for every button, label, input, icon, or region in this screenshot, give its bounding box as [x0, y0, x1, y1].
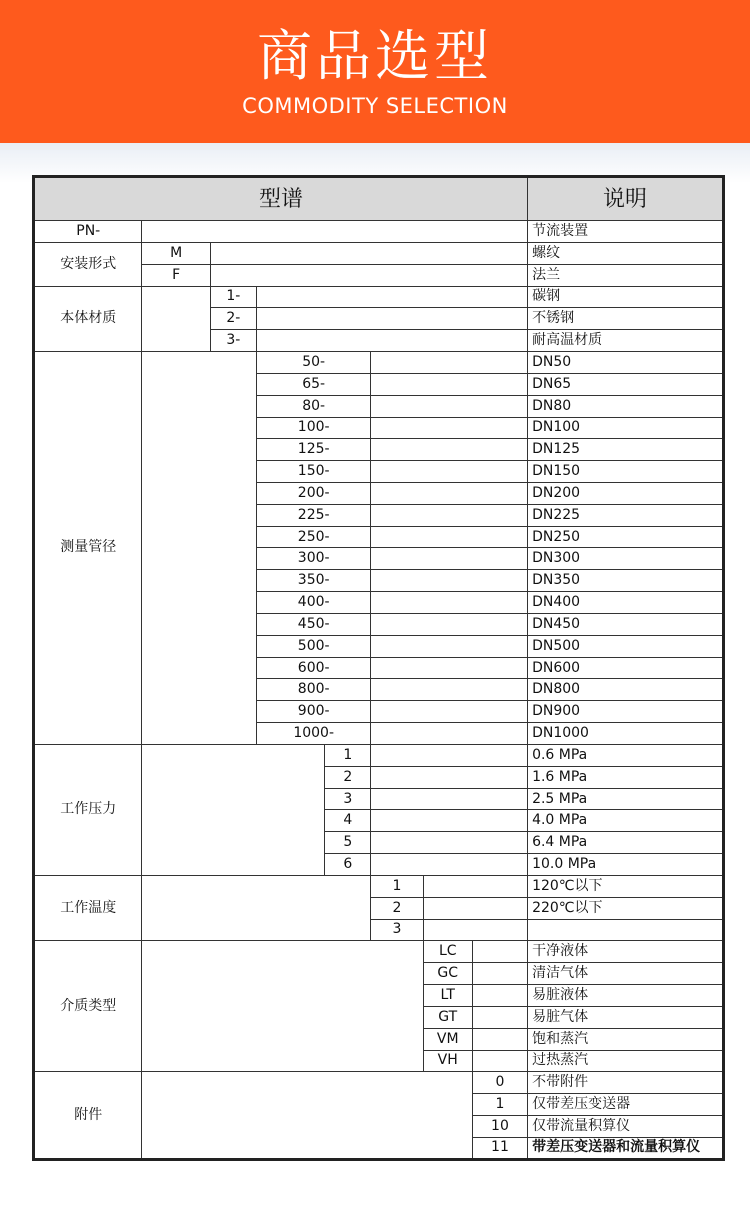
code-cell: 300- [256, 548, 370, 570]
table-row [34, 941, 724, 963]
page-subtitle: COMMODITY SELECTION [242, 94, 508, 118]
blank-cell [371, 788, 528, 810]
desc-cell: DN150 [528, 461, 724, 483]
desc-cell: DN350 [528, 570, 724, 592]
desc-cell: DN900 [528, 701, 724, 723]
code-cell: 200- [256, 483, 370, 505]
code-cell: 80- [256, 395, 370, 417]
blank-cell [371, 744, 528, 766]
desc-cell: 10.0 MPa [528, 854, 724, 876]
desc-cell: 仅带差压变送器 [528, 1094, 724, 1116]
blank-cell [371, 613, 528, 635]
desc-cell: 耐高温材质 [528, 330, 724, 352]
group-label-temperature: 工作温度 [34, 875, 142, 940]
code-cell: 1 [371, 875, 423, 897]
blank-cell [371, 526, 528, 548]
desc-cell: DN200 [528, 483, 724, 505]
blank-cell [371, 461, 528, 483]
desc-cell: 节流装置 [528, 221, 724, 243]
blank-cell [472, 941, 527, 963]
blank-cell [472, 1050, 527, 1072]
table-row [34, 286, 724, 308]
blank-cell [371, 417, 528, 439]
blank-cell [371, 439, 528, 461]
code-cell: 400- [256, 592, 370, 614]
desc-cell: 220℃以下 [528, 897, 724, 919]
desc-cell: DN80 [528, 395, 724, 417]
header-desc: 说明 [528, 177, 724, 221]
blank-cell [371, 766, 528, 788]
desc-cell: DN1000 [528, 723, 724, 745]
blank-cell [371, 395, 528, 417]
desc-cell: DN300 [528, 548, 724, 570]
blank-cell [256, 286, 527, 308]
desc-cell: 清洁气体 [528, 963, 724, 985]
code-cell: 800- [256, 679, 370, 701]
group-label-pressure: 工作压力 [34, 744, 142, 875]
blank-cell [142, 941, 423, 1072]
desc-cell: 不带附件 [528, 1072, 724, 1094]
desc-cell: DN600 [528, 657, 724, 679]
code-cell: GT [423, 1006, 472, 1028]
desc-cell: DN450 [528, 613, 724, 635]
blank-cell [371, 570, 528, 592]
table-row [34, 744, 724, 766]
blank-cell [472, 1006, 527, 1028]
code-cell: 1000- [256, 723, 370, 745]
blank-cell [142, 352, 256, 745]
code-cell: 2 [371, 897, 423, 919]
blank-cell [371, 592, 528, 614]
desc-cell: 2.5 MPa [528, 788, 724, 810]
code-cell: 3 [371, 919, 423, 941]
code-cell: M [142, 242, 210, 264]
header-spec: 型谱 [34, 177, 528, 221]
desc-cell: 带差压变送器和流量积算仪 [528, 1137, 724, 1159]
blank-cell [371, 504, 528, 526]
code-cell: F [142, 264, 210, 286]
desc-cell: 4.0 MPa [528, 810, 724, 832]
blank-cell [371, 810, 528, 832]
desc-cell: DN50 [528, 352, 724, 374]
code-cell: 0 [472, 1072, 527, 1094]
desc-cell: 120℃以下 [528, 875, 724, 897]
blank-cell [210, 264, 527, 286]
blank-cell [371, 483, 528, 505]
blank-cell [256, 308, 527, 330]
blank-cell [371, 723, 528, 745]
desc-cell: DN250 [528, 526, 724, 548]
code-cell: 125- [256, 439, 370, 461]
blank-cell [472, 1028, 527, 1050]
desc-cell: 易脏液体 [528, 985, 724, 1007]
group-label-material: 本体材质 [34, 286, 142, 351]
code-cell: 6 [325, 854, 371, 876]
desc-cell: 法兰 [528, 264, 724, 286]
table-row [34, 875, 724, 897]
row-label-pn: PN- [34, 221, 142, 243]
table-row [34, 352, 724, 374]
code-cell: GC [423, 963, 472, 985]
desc-cell: 0.6 MPa [528, 744, 724, 766]
blank-cell [423, 919, 527, 941]
desc-cell: 过热蒸汽 [528, 1050, 724, 1072]
desc-cell: 仅带流量积算仪 [528, 1116, 724, 1138]
code-cell: 11 [472, 1137, 527, 1159]
blank-cell [423, 875, 527, 897]
table-header-row [34, 177, 724, 221]
table-row [34, 221, 724, 243]
code-cell: 65- [256, 373, 370, 395]
code-cell: 900- [256, 701, 370, 723]
blank-cell [371, 701, 528, 723]
page-title: 商品选型 [256, 24, 493, 88]
blank-cell [371, 854, 528, 876]
code-cell: 350- [256, 570, 370, 592]
blank-cell [472, 985, 527, 1007]
desc-cell: 6.4 MPa [528, 832, 724, 854]
desc-cell: 饱和蒸汽 [528, 1028, 724, 1050]
code-cell: 3 [325, 788, 371, 810]
code-cell: 600- [256, 657, 370, 679]
table-row [34, 242, 724, 264]
blank-cell [371, 373, 528, 395]
desc-cell: 1.6 MPa [528, 766, 724, 788]
code-cell: 2 [325, 766, 371, 788]
header-banner [0, 0, 750, 143]
code-cell: 1 [325, 744, 371, 766]
code-cell: 4 [325, 810, 371, 832]
blank-cell [142, 744, 325, 875]
blank-cell [371, 352, 528, 374]
desc-cell: DN125 [528, 439, 724, 461]
code-cell: 250- [256, 526, 370, 548]
blank-cell [142, 875, 371, 940]
group-label-diameter: 测量管径 [34, 352, 142, 745]
blank-cell [142, 221, 528, 243]
code-cell: 1 [472, 1094, 527, 1116]
code-cell: VM [423, 1028, 472, 1050]
blank-cell [371, 635, 528, 657]
selection-table [32, 175, 725, 1161]
code-cell: 225- [256, 504, 370, 526]
code-cell: VH [423, 1050, 472, 1072]
code-cell: LC [423, 941, 472, 963]
desc-cell: 干净液体 [528, 941, 724, 963]
desc-cell: 螺纹 [528, 242, 724, 264]
code-cell: 100- [256, 417, 370, 439]
blank-cell [142, 286, 210, 351]
group-label-accessory: 附件 [34, 1072, 142, 1160]
code-cell: 1- [210, 286, 256, 308]
blank-cell [423, 897, 527, 919]
desc-cell: DN225 [528, 504, 724, 526]
desc-cell: DN400 [528, 592, 724, 614]
code-cell: 2- [210, 308, 256, 330]
desc-cell: 不锈钢 [528, 308, 724, 330]
desc-cell: DN65 [528, 373, 724, 395]
table-row [34, 1072, 724, 1094]
blank-cell [256, 330, 527, 352]
code-cell: LT [423, 985, 472, 1007]
desc-cell: 碳钢 [528, 286, 724, 308]
desc-cell: 易脏气体 [528, 1006, 724, 1028]
group-label-medium: 介质类型 [34, 941, 142, 1072]
desc-cell: DN100 [528, 417, 724, 439]
code-cell: 50- [256, 352, 370, 374]
blank-cell [210, 242, 527, 264]
blank-cell [142, 1072, 472, 1160]
desc-cell: DN800 [528, 679, 724, 701]
code-cell: 150- [256, 461, 370, 483]
code-cell: 3- [210, 330, 256, 352]
code-cell: 10 [472, 1116, 527, 1138]
blank-cell [371, 657, 528, 679]
group-label-install: 安装形式 [34, 242, 142, 286]
blank-cell [371, 679, 528, 701]
desc-cell [528, 919, 724, 941]
desc-cell: DN500 [528, 635, 724, 657]
code-cell: 5 [325, 832, 371, 854]
blank-cell [371, 832, 528, 854]
code-cell: 500- [256, 635, 370, 657]
blank-cell [472, 963, 527, 985]
code-cell: 450- [256, 613, 370, 635]
blank-cell [371, 548, 528, 570]
